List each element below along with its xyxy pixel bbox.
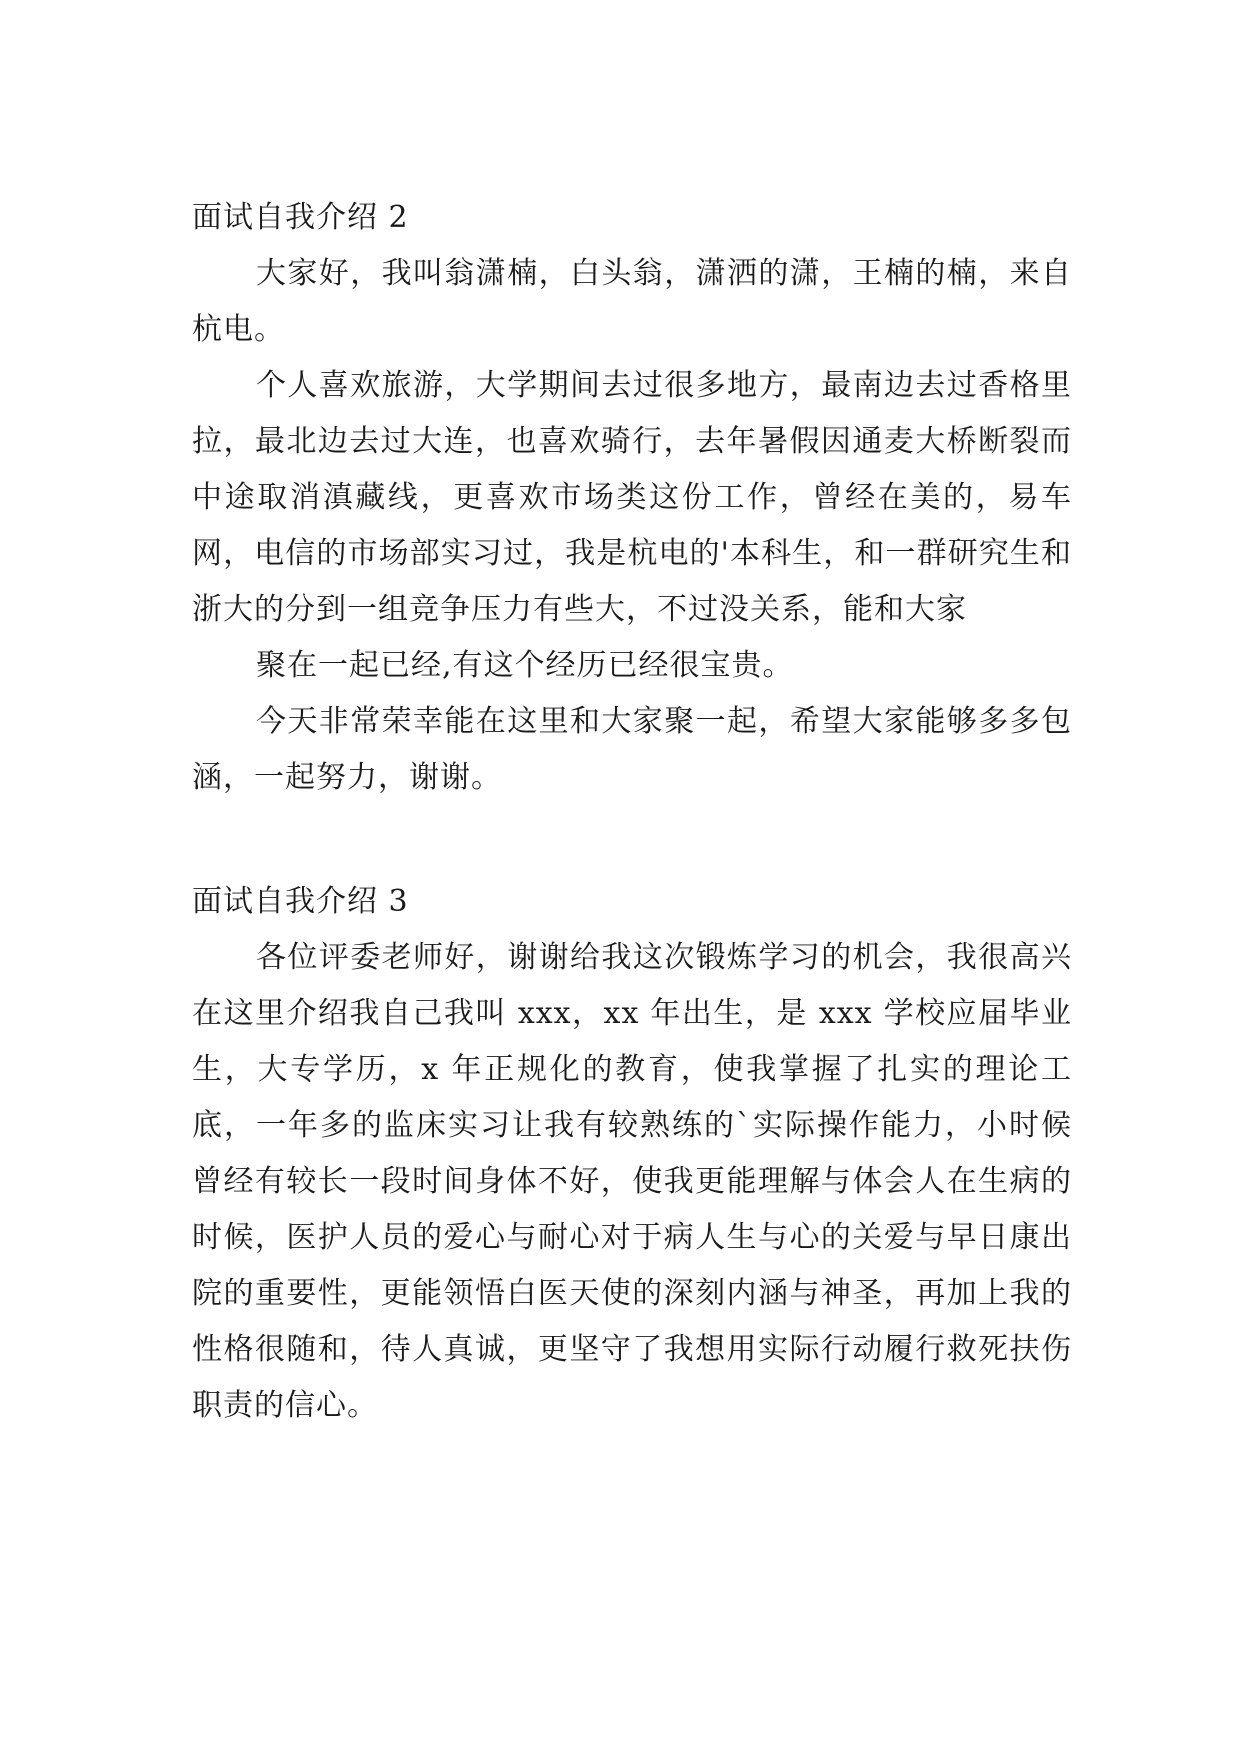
paragraph: 聚在一起已经,有这个经历已经很宝贵。 <box>256 648 794 683</box>
section-title: 面试自我介绍 2 <box>192 200 409 235</box>
section-intro-3 <box>192 874 1072 1434</box>
paragraph: 今天非常荣幸能在这里和大家聚一起，希望大家能够多多包涵，一起努力，谢谢。 <box>192 704 1072 795</box>
paragraph: 个人喜欢旅游，大学期间去过很多地方，最南边去过香格里拉，最北边去过大连，也喜欢骑行，去年暑假因通麦大桥断裂而中途取消滇藏线，更喜欢市场类这份工作，曾经在美的，易车网，电信的市场部实习过，我是杭电的'本科生，和一群研究生和浙大的分到一组竞争压力有些大，不过没关系，能和大家 <box>192 368 1072 627</box>
paragraph: 各位评委老师好，谢谢给我这次锻炼学习的机会，我很高兴在这里介绍我自己我叫 xxx，xx 年出生，是 xxx 学校应届毕业生，大专学历，x 年正规化的教育，使我掌握了扎实的理论工底，一年多的监床实习让我有较熟练的`实际操作能力，小时候曾经有较长一段时间身体不好，使我更能理解与体会人在生病的时候，医护人员的爱心与耐心对于病人生与心的关爱与早日康出院的重要性，更能领悟白医天使的深刻内涵与神圣，再加上我的性格很随和，待人真诚，更坚守了我想用实际行动履行救死扶伤职责的信心。 <box>192 940 1072 1423</box>
paragraph: 大家好，我叫翁潇楠，白头翁，潇洒的潇，王楠的楠，来自杭电。 <box>192 256 1072 347</box>
section-intro-2 <box>192 190 1072 806</box>
document-page <box>192 190 1072 1434</box>
section-title: 面试自我介绍 3 <box>192 884 409 919</box>
section-spacer <box>192 806 1072 874</box>
